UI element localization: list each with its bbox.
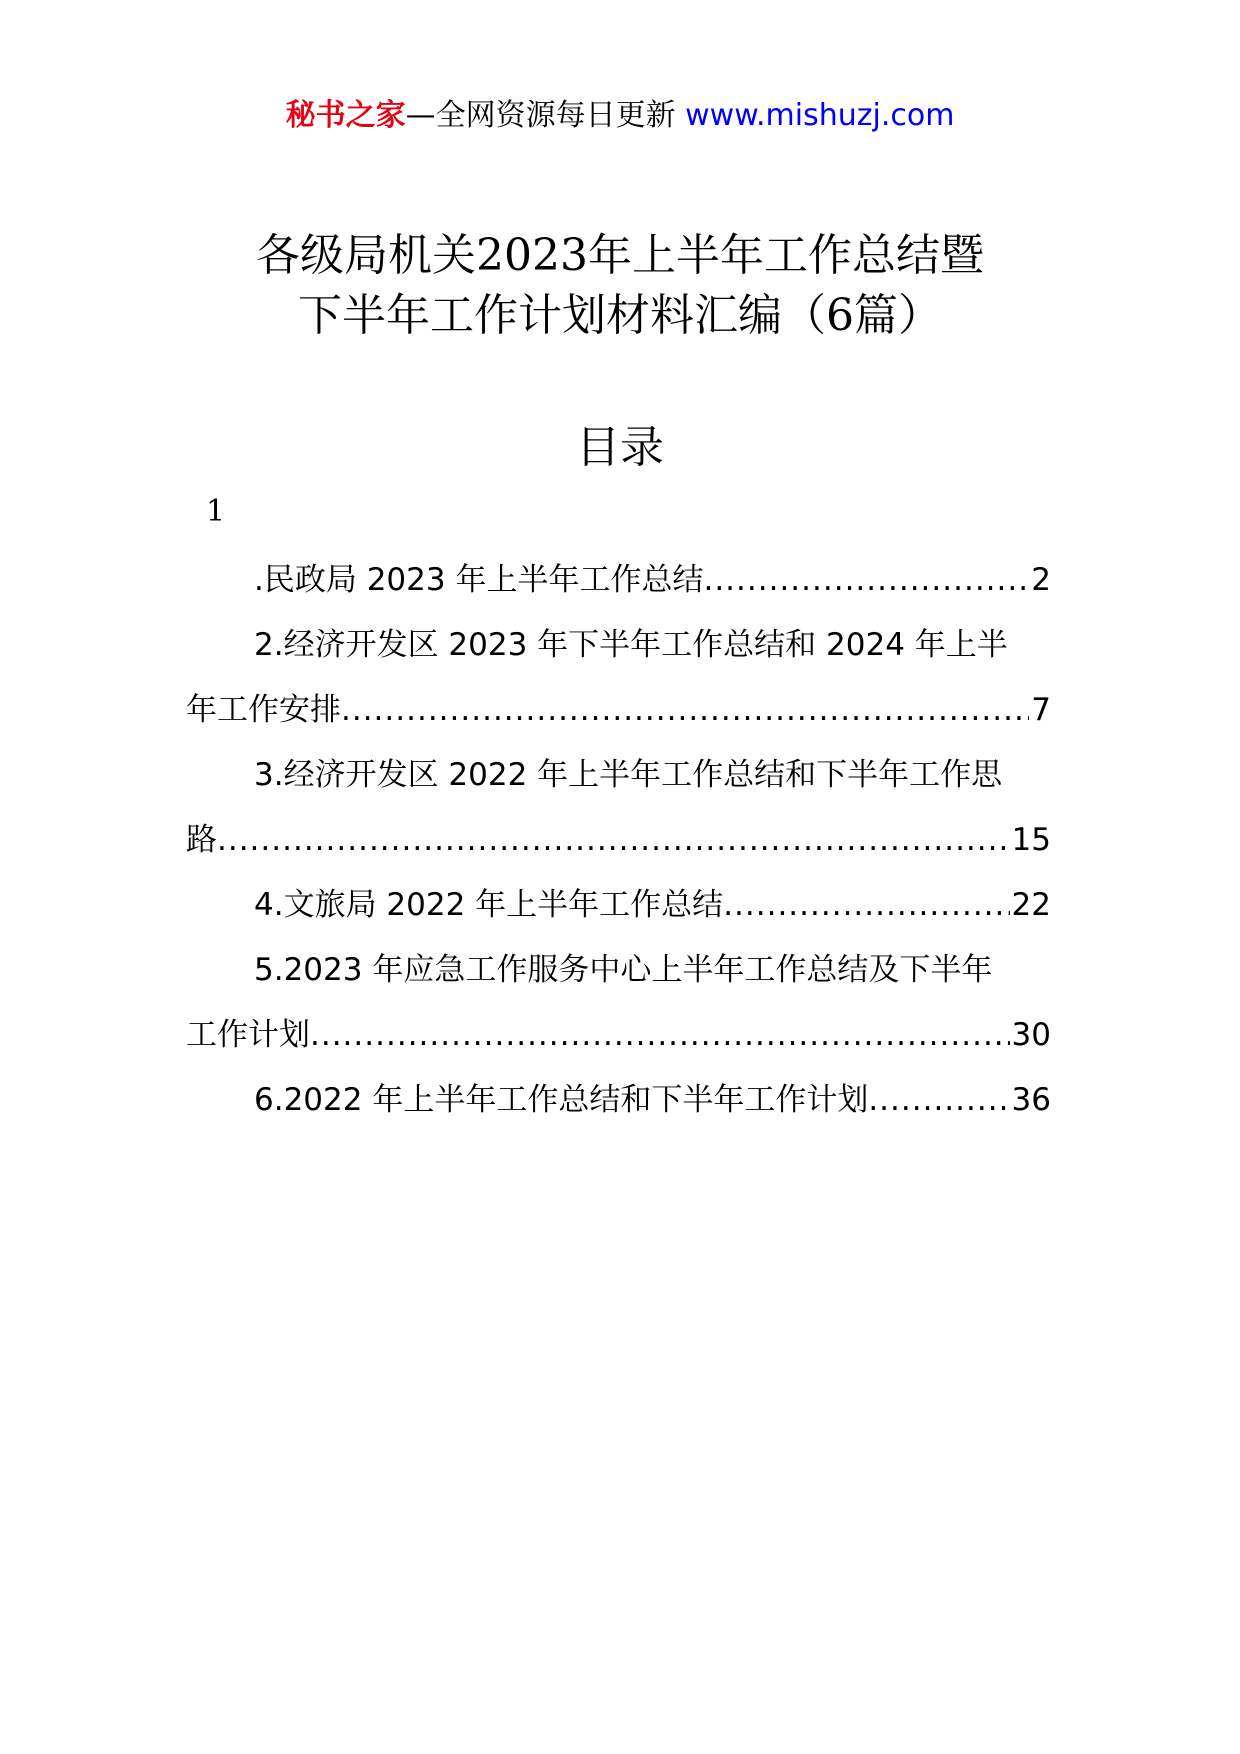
toc-entry-3-line-1[interactable] xyxy=(186,743,1051,808)
toc-entry-2-line-1[interactable] xyxy=(186,613,1051,678)
toc-leader-dots xyxy=(703,548,1029,613)
title-line-1: 各级局机关2023年上半年工作总结暨 xyxy=(256,230,984,281)
document-title xyxy=(0,226,1240,346)
toc-leader-dots xyxy=(723,873,1009,938)
toc-stray-number: 1 xyxy=(206,494,226,529)
toc-entry-5-line-2[interactable] xyxy=(186,1003,1051,1068)
toc-entry-title: 4.文旅局 2022 年上半年工作总结 xyxy=(254,887,724,923)
toc-page-number: 2 xyxy=(1031,562,1051,598)
toc-page-number: 22 xyxy=(1011,887,1051,923)
toc-leader-dots xyxy=(310,1003,1010,1068)
toc-entry-title-cont: 工作计划 xyxy=(186,1017,310,1053)
toc-page-number: 7 xyxy=(1031,692,1051,728)
toc-entry-title-cont: 年工作安排 xyxy=(186,692,341,728)
toc-page-number: 30 xyxy=(1011,1017,1051,1053)
table-of-contents xyxy=(186,548,1051,1133)
toc-entry-title: 5.2023 年应急工作服务中心上半年工作总结及下半年 xyxy=(254,952,993,988)
toc-entry-title: .民政局 2023 年上半年工作总结 xyxy=(254,562,704,598)
site-url-link[interactable]: www.mishuzj.com xyxy=(685,98,955,133)
header-slogan: —全网资源每日更新 xyxy=(405,98,686,133)
toc-entry-title: 3.经济开发区 2022 年上半年工作总结和下半年工作思 xyxy=(254,757,1003,793)
toc-entry-6[interactable] xyxy=(186,1068,1051,1133)
title-line-2: 下半年工作计划材料汇编（6篇） xyxy=(298,290,942,341)
toc-entry-1[interactable] xyxy=(186,548,1051,613)
toc-entry-5-line-1[interactable] xyxy=(186,938,1051,1003)
toc-page-number: 36 xyxy=(1011,1082,1051,1118)
toc-page-number: 15 xyxy=(1011,822,1051,858)
toc-leader-dots xyxy=(217,808,1010,873)
toc-leader-dots xyxy=(868,1068,1009,1133)
site-header xyxy=(0,98,1240,134)
toc-entry-title: 2.经济开发区 2023 年下半年工作总结和 2024 年上半 xyxy=(254,627,1008,663)
toc-entry-4[interactable] xyxy=(186,873,1051,938)
toc-entry-title-cont: 路 xyxy=(186,822,217,858)
brand-name: 秘书之家 xyxy=(285,98,406,133)
toc-leader-dots xyxy=(341,678,1029,743)
toc-entry-3-line-2[interactable] xyxy=(186,808,1051,873)
toc-entry-2-line-2[interactable] xyxy=(186,678,1051,743)
toc-heading: 目录 xyxy=(576,422,664,473)
toc-entry-title: 6.2022 年上半年工作总结和下半年工作计划 xyxy=(254,1082,869,1118)
